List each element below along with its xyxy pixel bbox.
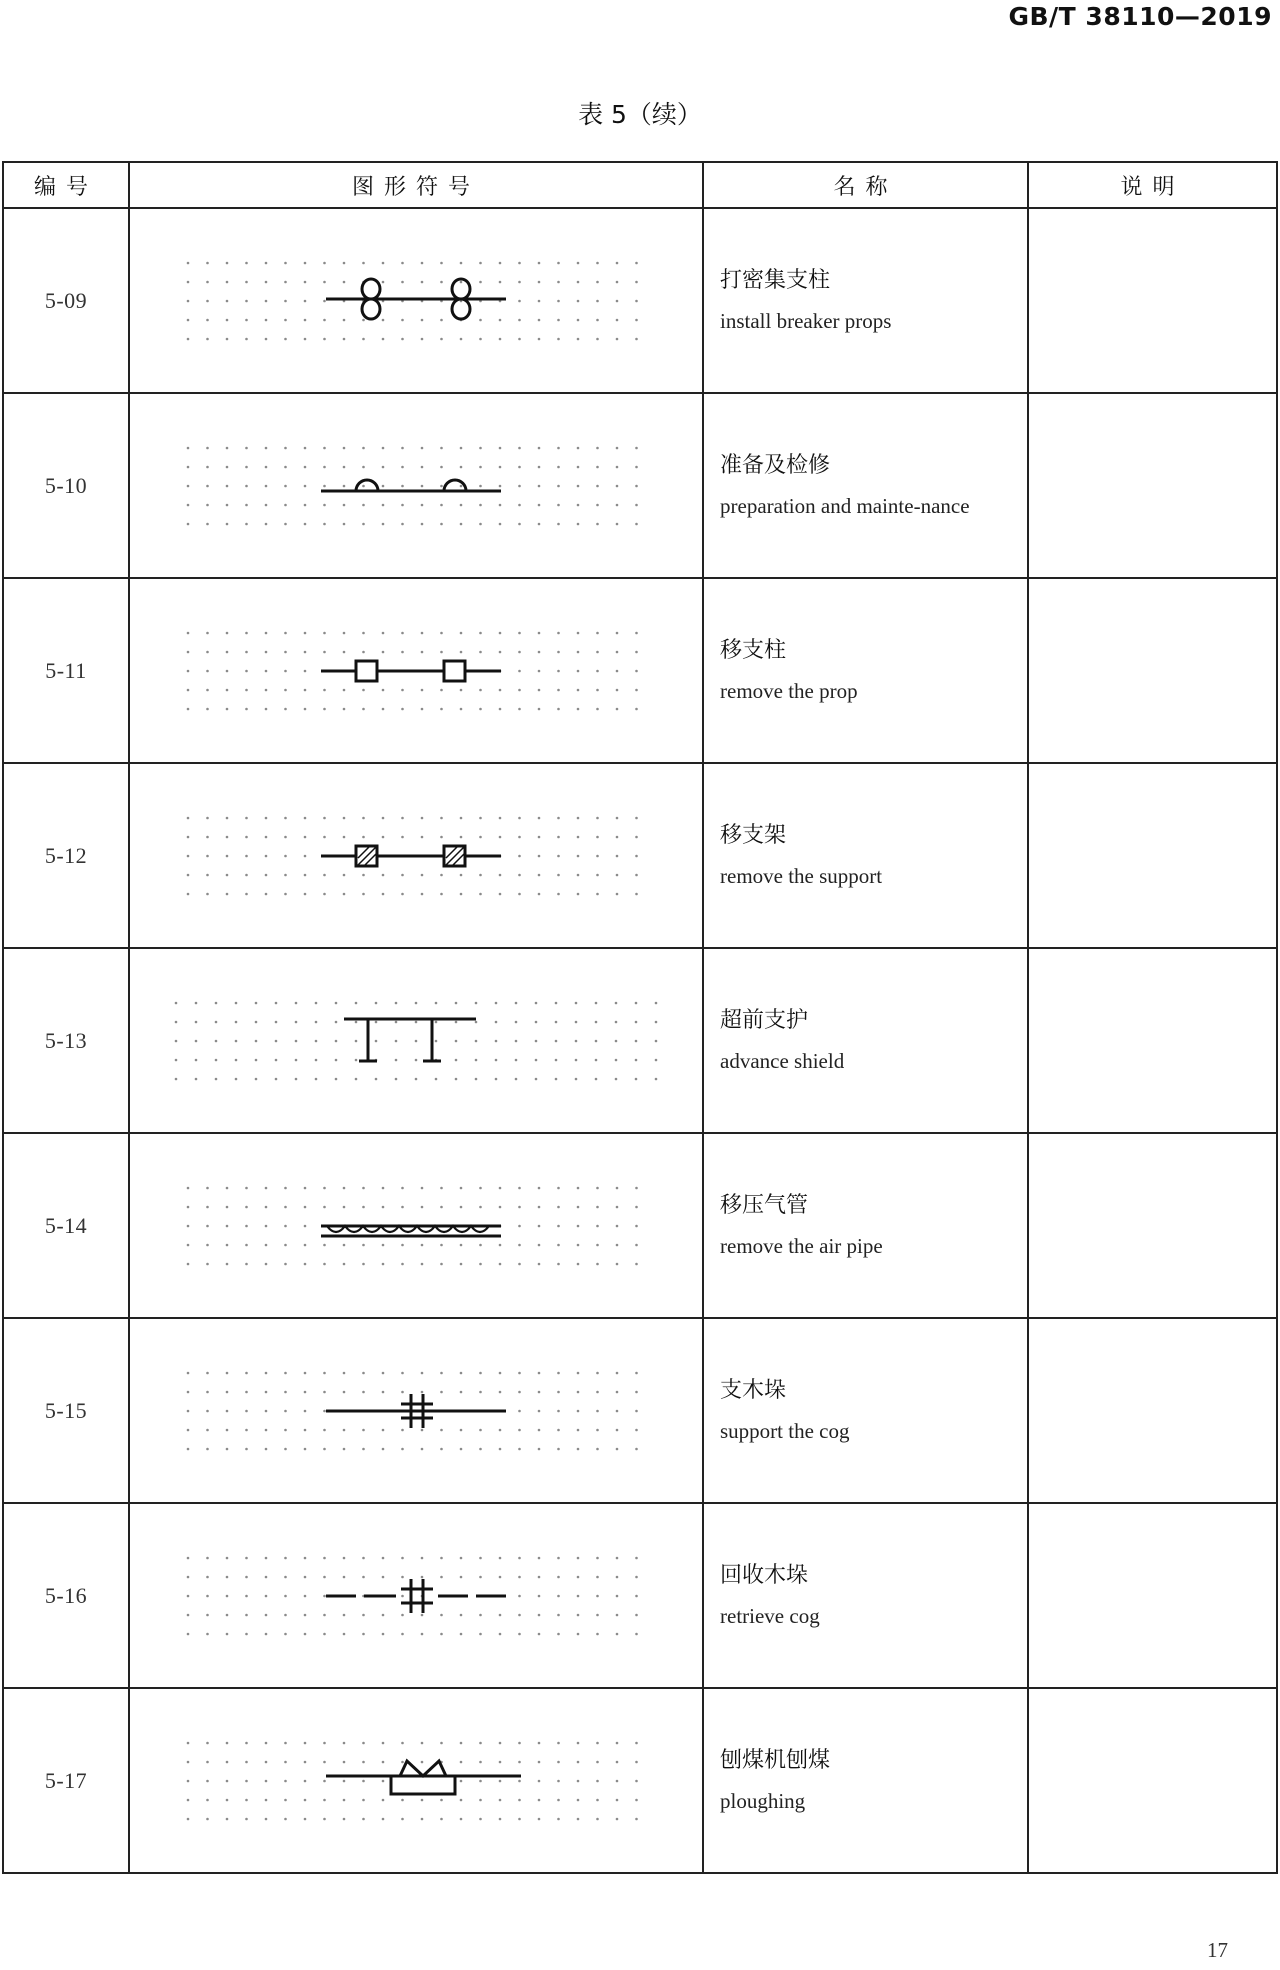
table-title: 表 5（续） (578, 100, 702, 129)
note-cell (1028, 948, 1277, 1133)
name-en: remove the prop (720, 678, 858, 703)
name-cell (703, 763, 1028, 948)
name-cell (703, 578, 1028, 763)
advance-shield-symbol (166, 991, 666, 1091)
table-row (3, 1133, 1277, 1318)
symbol-cell (129, 948, 703, 1133)
note-cell (1028, 578, 1277, 763)
remove-air-pipe-symbol (176, 1176, 656, 1276)
name-en: install breaker props (720, 308, 892, 333)
preparation-maintenance-symbol (176, 436, 656, 536)
row-code: 5-10 (3, 393, 129, 578)
name-zh: 支木垛 (720, 1377, 787, 1403)
symbol-cell (129, 763, 703, 948)
name-zh: 移支柱 (720, 637, 787, 663)
name-cell (703, 208, 1028, 393)
table-row (3, 393, 1277, 578)
name-en: advance shield (720, 1048, 845, 1073)
name-en: remove the support (720, 863, 883, 888)
table-row (3, 1688, 1277, 1873)
name-en: preparation and mainte-nance (720, 493, 970, 518)
remove-support-symbol (176, 806, 656, 906)
retrieve-cog-symbol (176, 1546, 656, 1646)
table-row (3, 578, 1277, 763)
note-cell (1028, 208, 1277, 393)
header-symbol: 图形符号 (129, 162, 703, 208)
symbol-cell (129, 1503, 703, 1688)
note-cell (1028, 393, 1277, 578)
row-code: 5-12 (3, 763, 129, 948)
name-cell (703, 1688, 1028, 1873)
symbol-cell (129, 1318, 703, 1503)
name-cell (703, 1133, 1028, 1318)
name-cell (703, 393, 1028, 578)
name-zh: 打密集支柱 (720, 267, 831, 293)
support-cog-symbol (176, 1361, 656, 1461)
note-cell (1028, 1503, 1277, 1688)
dot-grid (175, 1001, 658, 1080)
name-en: retrieve cog (720, 1603, 820, 1628)
note-cell (1028, 1688, 1277, 1873)
table-row (3, 1503, 1277, 1688)
name-zh: 准备及检修 (720, 452, 831, 478)
name-zh: 刨煤机刨煤 (720, 1747, 831, 1773)
dot-grid (187, 261, 638, 340)
header-code: 编号 (3, 162, 129, 208)
name-cell (703, 1318, 1028, 1503)
note-cell (1028, 1133, 1277, 1318)
name-en: ploughing (720, 1788, 806, 1813)
symbol-cell (129, 208, 703, 393)
symbol-table (2, 161, 1278, 1874)
table-row (3, 1318, 1277, 1503)
table-row (3, 763, 1277, 948)
page-number: 17 (1207, 1938, 1228, 1962)
row-code: 5-17 (3, 1688, 129, 1873)
note-cell (1028, 1318, 1277, 1503)
row-code: 5-16 (3, 1503, 129, 1688)
symbol-cell (129, 393, 703, 578)
row-code: 5-14 (3, 1133, 129, 1318)
symbol-cell (129, 1133, 703, 1318)
row-code: 5-09 (3, 208, 129, 393)
table-row (3, 948, 1277, 1133)
install-breaker-props-symbol (176, 251, 656, 351)
ploughing-symbol (176, 1731, 656, 1831)
name-zh: 回收木垛 (720, 1562, 809, 1588)
header-note: 说明 (1028, 162, 1277, 208)
name-zh: 移支架 (720, 822, 787, 848)
name-zh: 超前支护 (720, 1007, 809, 1033)
name-zh: 移压气管 (720, 1192, 809, 1218)
row-code: 5-13 (3, 948, 129, 1133)
dot-grid (187, 446, 638, 525)
symbol-cell (129, 578, 703, 763)
name-en: support the cog (720, 1418, 850, 1443)
table-header-row (3, 162, 1277, 208)
standard-number: GB/T 38110—2019 (1008, 2, 1272, 31)
header-name: 名称 (703, 162, 1028, 208)
table-row (3, 208, 1277, 393)
remove-prop-symbol (176, 621, 656, 721)
name-cell (703, 948, 1028, 1133)
row-code: 5-15 (3, 1318, 129, 1503)
row-code: 5-11 (3, 578, 129, 763)
name-en: remove the air pipe (720, 1233, 883, 1258)
note-cell (1028, 763, 1277, 948)
symbol-cell (129, 1688, 703, 1873)
name-cell (703, 1503, 1028, 1688)
